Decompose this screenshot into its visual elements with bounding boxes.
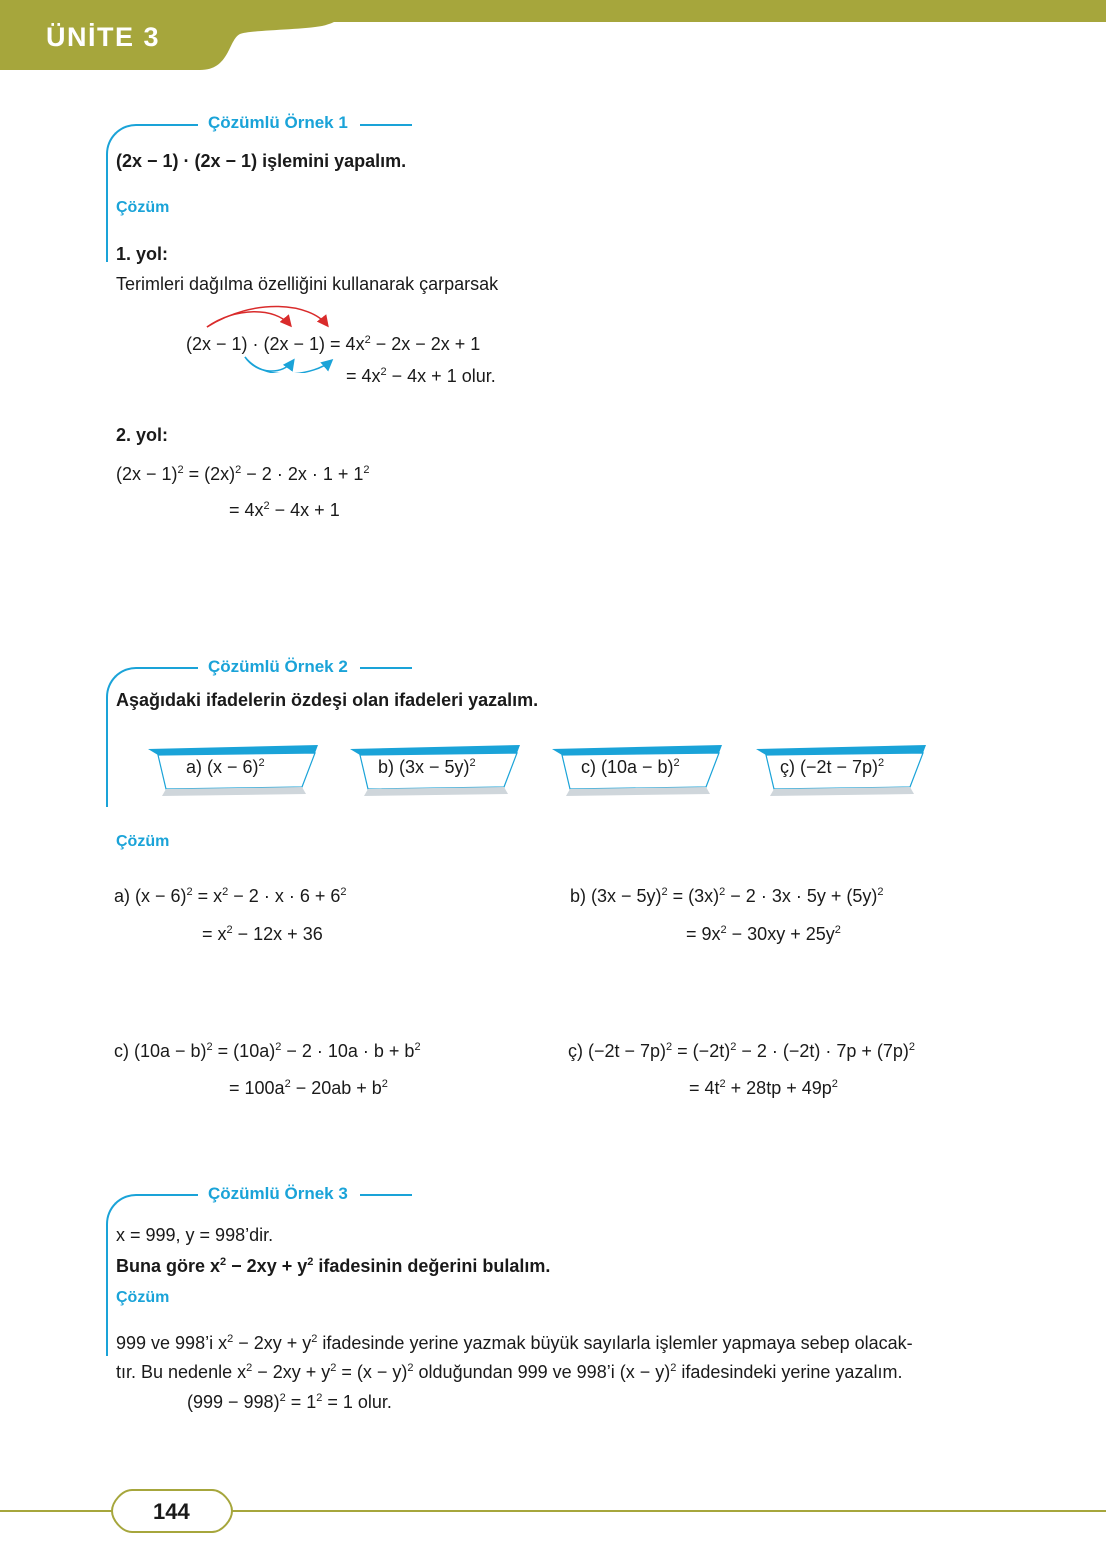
example-3-paragraph-line-1: 999 ve 998’i $x^2 - 2xy + y^2$ ifadesinde yerine yazmak büyük sayılarla işlemler yapmaya sebep olacak-	[116, 1333, 913, 1353]
footer-line-left	[0, 1510, 118, 1512]
solution-a-line-1: a) $(x - 6)^2 = x^2 - 2 \cdot x \cdot 6 + 6^2$	[114, 886, 347, 906]
solution-d-line-2: = $4t^2 + 28tp + 49p^2$	[689, 1078, 838, 1098]
way-1-text: Terimleri dağılma özelliğini kullanarak çarparsak	[116, 274, 499, 294]
way-2-equation-1: $(2x - 1)^2 = (2x)^2 - 2 \cdot 2x \cdot 1 + 1^2$	[116, 464, 370, 484]
example-2-title: Çözümlü Örnek 2	[208, 657, 348, 676]
example-2-question: Aşağıdaki ifadelerin özdeşi olan ifadeleri yazalım.	[116, 690, 539, 710]
solution-c-line-2: = $100a^2 - 20ab + b^2$	[229, 1078, 388, 1098]
example-2-title-line	[360, 667, 412, 669]
example-3-solution-label: Çözüm	[116, 1289, 170, 1306]
example-3-title: Çözümlü Örnek 3	[208, 1184, 348, 1203]
example-3-title-line	[360, 1194, 412, 1196]
option-a: a) $(x - 6)^2$	[186, 757, 265, 777]
example-3-given: x = 999, y = 998’dir.	[116, 1225, 274, 1245]
example-1-solution-label: Çözüm	[116, 199, 170, 216]
unit-title: ÜNİTE 3	[46, 22, 161, 52]
way-2-label: 2. yol:	[116, 425, 169, 445]
solution-a-line-2: = $x^2 - 12x + 36$	[202, 924, 323, 944]
example-1-bracket	[106, 124, 198, 262]
option-d: ç) $(-2t - 7p)^2$	[780, 757, 885, 777]
option-c: c) $(10a - b)^2$	[581, 757, 680, 777]
solution-d-line-1: ç) $(-2t - 7p)^2 = (-2t)^2 - 2 \cdot (-2t) \cdot 7p + (7p)^2$	[568, 1041, 916, 1061]
solution-b-line-1: b) $(3x - 5y)^2 = (3x)^2 - 2 \cdot 3x \cdot 5y + (5y)^2$	[570, 886, 884, 906]
way-2-equation-2: = $4x^2 - 4x + 1$	[229, 500, 340, 520]
solution-c-line-1: c) $(10a - b)^2 = (10a)^2 - 2 \cdot 10a \cdot b + b^2$	[114, 1041, 421, 1061]
example-1-title: Çözümlü Örnek 1	[208, 113, 348, 132]
example-1-title-line	[360, 124, 412, 126]
page-number: 144	[153, 1499, 190, 1524]
way-1-equation-2: = $4x^2 - 4x + 1$ olur.	[346, 366, 496, 386]
example-2-solution-label: Çözüm	[116, 833, 170, 850]
example-1-question: (2x − 1) · (2x − 1) işlemini yapalım.	[116, 151, 407, 171]
example-3-paragraph-line-2: tır. Bu nedenle $x^2 - 2xy + y^2 = (x - y)^2$ olduğundan 999 ve 998’i $(x - y)^2$ ifadesindeki yerine yazalım.	[116, 1362, 903, 1382]
way-1-equation-1: $(2x - 1) \cdot (2x - 1) = 4x^2 - 2x - 2x + 1$	[186, 334, 481, 354]
example-3-result: $(999 - 998)^2 = 1^2 = 1$ olur.	[187, 1392, 392, 1412]
example-3-question: Buna göre $x^2 - 2xy + y^2$ ifadesinin değerini bulalım.	[116, 1256, 551, 1276]
way-1-label: 1. yol:	[116, 244, 169, 264]
footer-line-right	[228, 1510, 1106, 1512]
option-b: b) $(3x - 5y)^2$	[378, 757, 476, 777]
solution-b-line-2: = $9x^2 - 30xy + 25y^2$	[686, 924, 841, 944]
